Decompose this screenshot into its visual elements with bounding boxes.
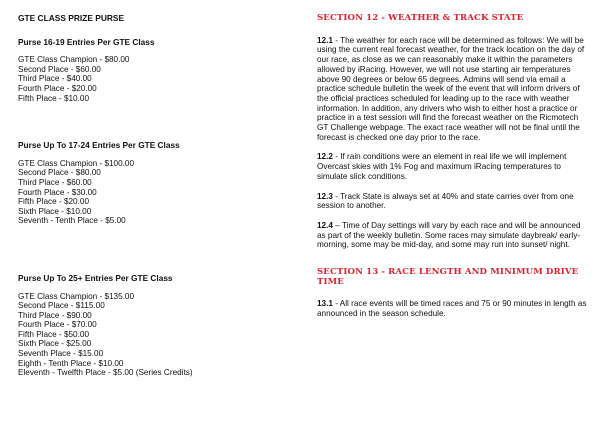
- prize-item: Third Place - $60.00: [18, 177, 92, 187]
- prize-item: Sixth Place - $25.00: [18, 339, 92, 349]
- purse-block-17-24: [18, 141, 293, 226]
- prize-item: Eleventh - Twelfth Place - $5.00 (Series Credits): [18, 368, 193, 378]
- rule-text: - All race events will be timed races and 75 or 90 minutes in length as announced in the season schedule.: [317, 299, 587, 319]
- prize-item: Second Place - $80.00: [18, 168, 101, 178]
- purse-block-25-plus: [18, 274, 293, 378]
- prize-item: Third Place - $90.00: [18, 310, 92, 320]
- rule-text: - Track State is always set at 40% and state carries over from one session to another.: [317, 191, 574, 211]
- prize-list: [18, 159, 293, 226]
- rule-text: - The weather for each race will be determined as follows: We will be using the current real forecast weather, for the track location on the day of our race, as close as we can reasonably make it within the parameters allowed by iRacing. However, we will not use starting air temperatures above 90 degrees or below 65 degrees. Admins will send via email a practice schedule bulletin the week of the event that will inform drivers of the official practices scheduled for leading up to the race with weather information. In addition, any drivers who wish to either host a practice or practice in a test session will find the forecast weather on the Ricmotech GT Challenge webpage. The exact race weather will not be final until the forecast is checked one day prior to the race.: [317, 35, 585, 142]
- rule-number: 13.1: [317, 299, 333, 309]
- prize-item: Fifth Place - $10.00: [18, 93, 89, 103]
- prize-item: Sixth Place - $10.00: [18, 206, 92, 216]
- rule-paragraph-12-3: [317, 192, 589, 211]
- rule-paragraph-12-4: [317, 221, 589, 250]
- prize-list: [18, 292, 293, 378]
- prize-item: Fifth Place - $50.00: [18, 329, 89, 339]
- prize-item: Second Place - $115.00: [18, 301, 105, 311]
- prize-item: Fourth Place - $20.00: [18, 83, 97, 93]
- section-13-heading: SECTION 13 - RACE LENGTH AND MINIMUM DRIVE TIME: [317, 267, 579, 287]
- prize-item: Eighth - Tenth Place - $10.00: [18, 358, 124, 368]
- prize-list: [18, 55, 293, 103]
- prize-item: Seventh Place - $15.00: [18, 349, 104, 359]
- rule-paragraph-12-2: [317, 152, 589, 181]
- rule-number: 12.1: [317, 35, 333, 45]
- section-12-heading: SECTION 12 - WEATHER & TRACK STATE: [317, 13, 524, 23]
- prize-item: Second Place - $60.00: [18, 64, 101, 74]
- prize-item: Fourth Place - $70.00: [18, 320, 97, 330]
- purse-title: Purse 16-19 Entries Per GTE Class: [18, 36, 155, 47]
- prize-item: Seventh - Tenth Place - $5.00: [18, 216, 126, 226]
- prize-item: Fourth Place - $30.00: [18, 187, 97, 197]
- rule-text: – Time of Day settings will vary by each race and will be announced as part of the weekly bulletin. Some races may simulate daybreak/ early-morning, some may be mid-day, and some may run into sunset/ night.: [317, 220, 581, 250]
- purse-block-16-19: [18, 38, 293, 104]
- rule-text: - If rain conditions were an element in real life we will implement Overcast skies with 1% Fog and maximum iRacing temperatures to simulate slick conditions.: [317, 152, 567, 181]
- rule-number: 12.2: [317, 152, 333, 162]
- purse-title: Purse Up To 17-24 Entries Per GTE Class: [18, 140, 180, 151]
- rule-paragraph-12-1: [317, 36, 589, 143]
- rule-number: 12.4: [317, 220, 333, 230]
- rules-column: [317, 14, 589, 329]
- rule-paragraph-13-1: [317, 299, 589, 318]
- prize-purse-column: [18, 14, 293, 378]
- purse-title: Purse Up To 25+ Entries Per GTE Class: [18, 272, 173, 283]
- prize-item: GTE Class Champion - $135.00: [18, 291, 135, 301]
- prize-item: Fifth Place - $20.00: [18, 197, 89, 207]
- prize-purse-title: GTE CLASS PRIZE PURSE: [18, 13, 125, 23]
- rule-number: 12.3: [317, 191, 333, 201]
- prize-item: GTE Class Champion - $80.00: [18, 55, 130, 65]
- prize-item: GTE Class Champion - $100.00: [18, 158, 135, 168]
- prize-item: Third Place - $40.00: [18, 74, 92, 84]
